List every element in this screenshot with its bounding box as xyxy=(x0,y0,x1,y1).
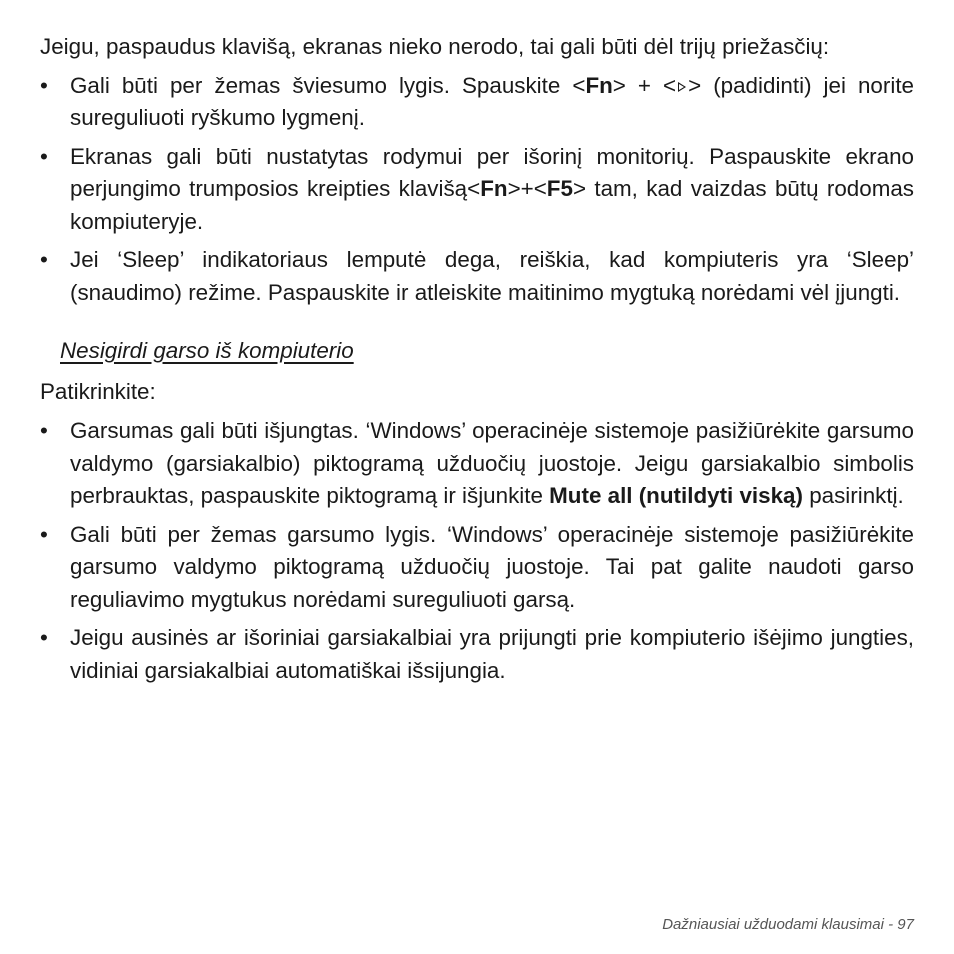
bullet-marker: • xyxy=(40,72,48,98)
list-item xyxy=(40,415,914,513)
list-item xyxy=(40,141,914,239)
key-f5: F5 xyxy=(546,176,573,201)
bullet-marker: • xyxy=(40,247,48,272)
sound-troubleshoot-list xyxy=(40,415,914,687)
screen-troubleshoot-list xyxy=(40,70,914,310)
mute-all-option: Mute all (nutildyti viską) xyxy=(549,483,803,508)
bullet-marker: • xyxy=(40,418,48,443)
list-item xyxy=(40,244,914,309)
list-item xyxy=(40,70,914,135)
page-footer: Dažniausiai užduodami klausimai - 97 xyxy=(662,916,914,933)
item-text: Gali būti per žemas šviesumo lygis. Spauskite < xyxy=(70,72,586,98)
item-text: pasirinktį. xyxy=(802,483,904,508)
item-text: >+< xyxy=(507,176,547,201)
section-heading: Nesigirdi garso iš kompiuterio xyxy=(60,338,354,363)
item-text: > tam, kad vaizdas būtų rodomas kompiuteryje. xyxy=(70,176,914,234)
item-text: Jei ‘Sleep’ indikatoriaus lemputė dega, reiškia, kad kompiuteris yra ‘Sleep’ (snaudimo) režime. Paspauskite ir atleiskite maitinimo mygtuką norėdami vėl įjungti. xyxy=(70,247,914,305)
list-item xyxy=(40,519,914,617)
item-text: Jeigu ausinės ar išoriniai garsiakalbiai yra prijungti prie kompiuterio išėjimo jungties, vidiniai garsiakalbiai automatiškai išsijungia. xyxy=(70,625,914,683)
check-label: Patikrinkite: xyxy=(40,378,156,404)
key-fn: Fn xyxy=(585,72,613,98)
item-text: Gali būti per žemas garsumo lygis. ‘Windows’ operacinėje sistemoje pasižiūrėkite garsumo valdymo piktogramą užduočių juostoje. Tai pat galite naudoti garso reguliavimo mygtukus norėdami sureguliuoti garsą. xyxy=(70,521,914,612)
brightness-up-triangle-icon xyxy=(678,82,686,92)
list-item xyxy=(40,622,914,687)
bullet-marker: • xyxy=(40,625,48,650)
item-text: Garsumas gali būti išjungtas. ‘Windows’ operacinėje sistemoje pasižiūrėkite garsumo valdymo (garsiakalbio) piktogramą užduočių juostoje. Jeigu garsiakalbio simbolis perbrauktas, paspauskite piktogramą ir išjunkite xyxy=(70,418,914,508)
item-text: Ekranas gali būti nustatytas rodymui per išorinį monitorių. Paspauskite ekrano perjungimo trumposios kreipties klavišą< xyxy=(70,143,914,201)
item-text: > + < xyxy=(612,72,677,98)
item-text: > (padidinti) jei norite sureguliuoti ryškumo lygmenį. xyxy=(70,72,914,130)
bullet-marker: • xyxy=(40,521,48,547)
bullet-marker: • xyxy=(40,143,48,169)
intro-paragraph: Jeigu, paspaudus klavišą, ekranas nieko nerodo, tai gali būti dėl trijų priežasčių: xyxy=(40,34,830,59)
page-content xyxy=(40,31,914,693)
key-fn: Fn xyxy=(480,176,508,201)
